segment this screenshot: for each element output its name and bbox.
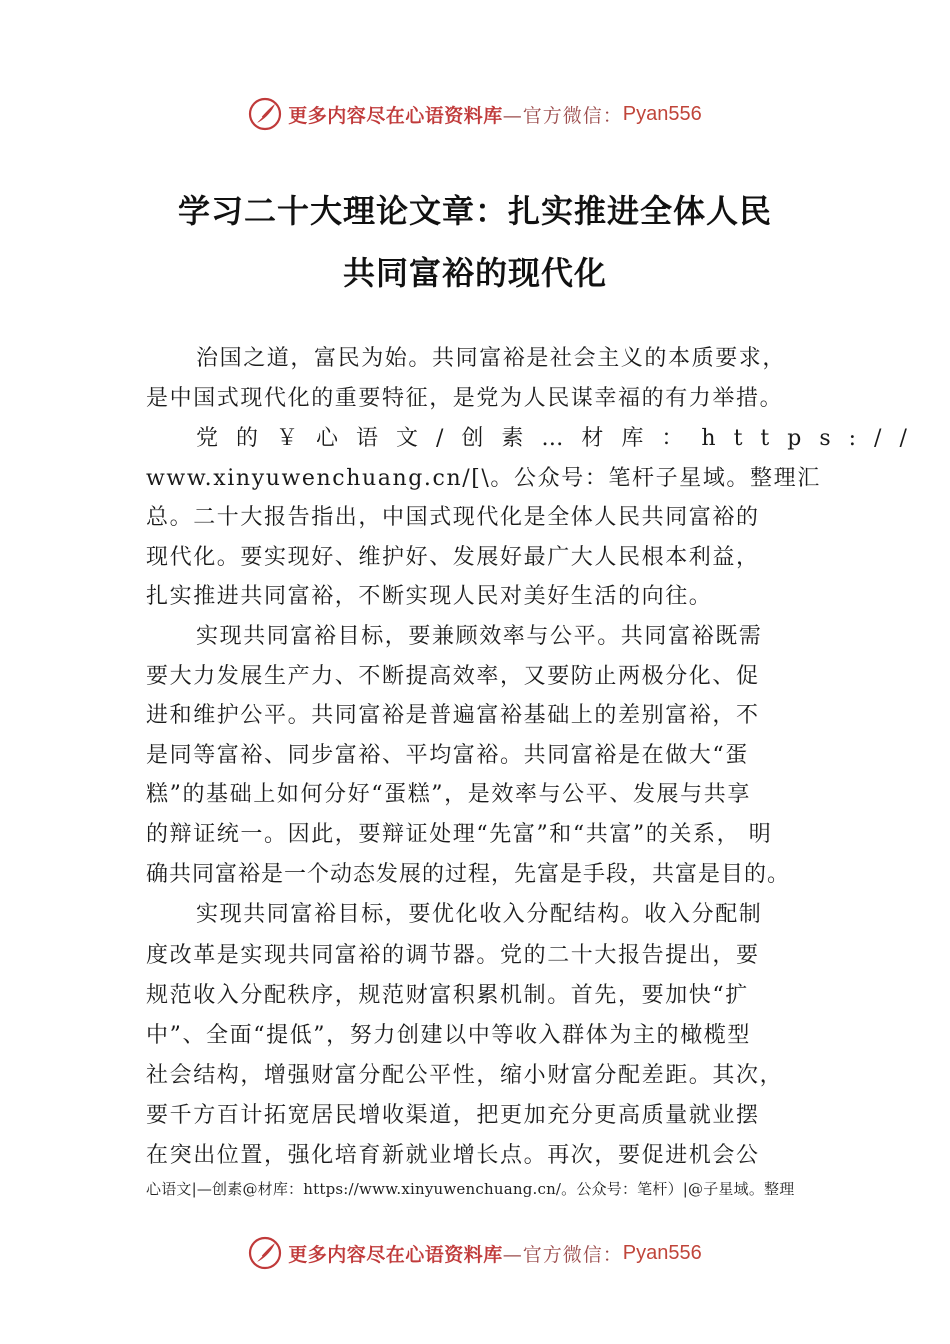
body-line: 是同等富裕、同步富裕、平均富裕。共同富裕是在做大“蛋 <box>146 743 749 768</box>
body-line: 在突出位置，强化培育新就业增长点。再次，要促进机会公 <box>146 1143 760 1168</box>
body-line: 度改革是实现共同富裕的调节器。党的二十大报告提出，要 <box>146 943 760 968</box>
banner-wechat-id: Pyan556 <box>622 102 702 125</box>
body-line: 糕”的基础上如何分好“蛋糕”，是效率与公平、发展与共享 <box>146 782 751 807</box>
body-line: 中”、全面“提低”，努力创建以中等收入群体为主的橄榄型 <box>146 1023 751 1048</box>
body-line: 社会结构，增强财富分配公平性，缩小财富分配差距。其次， <box>146 1063 784 1088</box>
body-line: 扎实推进共同富裕，不断实现人民对美好生活的向往。 <box>146 584 713 609</box>
body-line: 实现共同富裕目标，要兼顾效率与公平。共同富裕既需 <box>196 624 763 649</box>
body-line: 总。二十大报告指出，中国式现代化是全体人民共同富裕的 <box>146 505 760 530</box>
body-line: 实现共同富裕目标，要优化收入分配结构。收入分配制 <box>196 902 763 927</box>
banner-main-text: 更多内容尽在心语资料库 <box>288 104 503 127</box>
page-title-line1: 学习二十大理论文章：扎实推进全体人民 <box>177 192 772 230</box>
body-line: 现代化。要实现好、维护好、发展好最广大人民根本利益， <box>146 545 760 570</box>
body-line: 是中国式现代化的重要特征，是党为人民谋幸福的有力举措。 <box>146 386 784 411</box>
banner-dash-text: —官方微信： <box>502 104 623 127</box>
body-line: 要大力发展生产力、不断提高效率，又要防止两极分化、促 <box>146 664 760 689</box>
footer-note: 心语文|—创素@材库：https://www.xinyuwenchuang.cn/。公众号：笔杆）|@子星域。整理 <box>146 1180 795 1198</box>
body-line: 的辩证统一。因此，要辩证处理“先富”和“共富”的关系， 明 <box>146 822 773 847</box>
body-line: 要千方百计拓宽居民增收渠道，把更加充分更高质量就业摆 <box>146 1103 760 1128</box>
header-banner <box>0 94 950 134</box>
quill-logo-icon <box>248 97 282 131</box>
body-line <box>196 424 925 454</box>
body-line: 规范收入分配秩序，规范财富积累机制。首先，要加快“扩 <box>146 983 749 1008</box>
page-title-line2: 共同富裕的现代化 <box>342 254 607 292</box>
quill-logo-icon <box>248 1236 282 1270</box>
footer-banner <box>0 1233 950 1273</box>
body-line: 确共同富裕是一个动态发展的过程，先富是手段，共富是目的。 <box>146 862 791 887</box>
body-line: 治国之道，富民为始。共同富裕是社会主义的本质要求， <box>196 346 787 371</box>
body-line-text: 党的￥心语文/创素…材库：https:// <box>196 426 925 451</box>
banner-wechat-id: Pyan556 <box>622 1241 702 1264</box>
banner-main-text: 更多内容尽在心语资料库 <box>288 1243 503 1266</box>
body-line: 进和维护公平。共同富裕是普遍富裕基础上的差别富裕，不 <box>146 703 760 728</box>
body-line: www.xinyuwenchuang.cn/[\。公众号：笔杆子星域。整理汇 <box>146 466 821 491</box>
banner-dash-text: —官方微信： <box>502 1243 623 1266</box>
